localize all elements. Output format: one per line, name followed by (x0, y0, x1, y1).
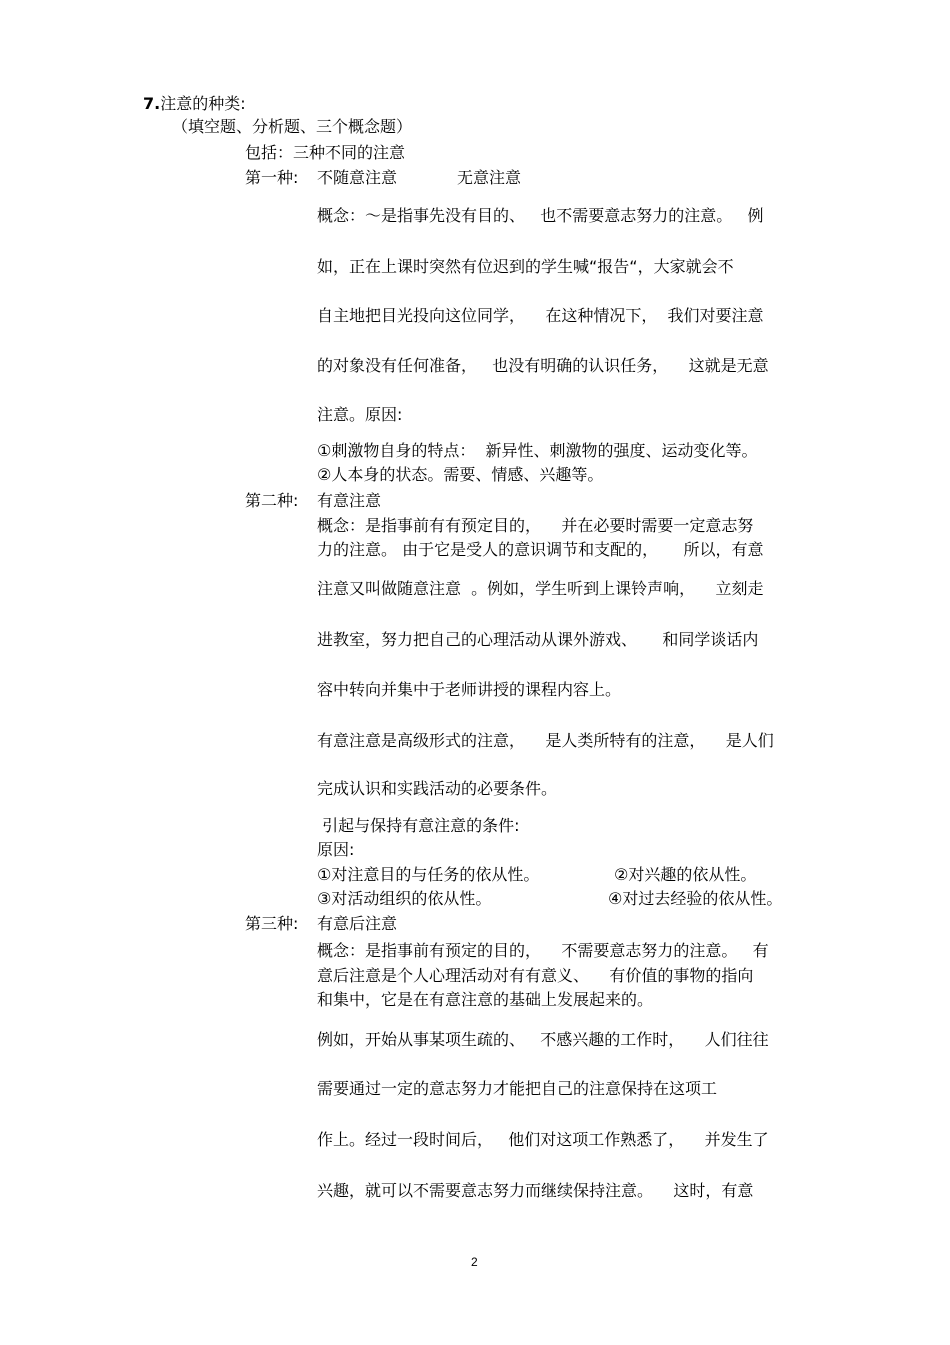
type2-line: 注意又叫做随意注意 。例如，学生听到上课铃声响， 立刻走 (317, 579, 764, 598)
type2-condition: ②对兴趣的依从性。 (614, 865, 757, 884)
type3-line: 需要通过一定的意志努力才能把自己的注意保持在这项工 (317, 1079, 718, 1098)
type1-alt-name: 无意注意 (457, 168, 522, 187)
type1-reason: ②人本身的状态。需要、情感、兴趣等。 (317, 465, 604, 484)
type1-reason: ①刺激物自身的特点： 新异性、刺激物的强度、运动变化等。 (317, 441, 758, 460)
type2-name: 有意注意 (317, 491, 382, 510)
intro-line: 包括：三种不同的注意 (245, 143, 406, 162)
type1-line: 自主地把目光投向这位同学， 在这种情况下， 我们对要注意 (317, 306, 764, 325)
type2-line: 概念：是指事前有有预定目的， 并在必要时需要一定意志努 (317, 516, 754, 535)
type1-name: 不随意注意 (317, 168, 398, 187)
type2-label: 第二种: (245, 491, 299, 510)
question-types-note: （填空题、分析题、三个概念题） (172, 117, 413, 136)
type2-conditions-heading: 引起与保持有意注意的条件: (317, 816, 520, 835)
type1-label: 第一种: (245, 168, 299, 187)
type2-line: 完成认识和实践活动的必要条件。 (317, 779, 558, 798)
type2-line: 力的注意。 由于它是受人的意识调节和支配的， 所以，有意 (317, 540, 764, 559)
type2-line: 容中转向并集中于老师讲授的课程内容上。 (317, 680, 622, 699)
type3-line: 兴趣，就可以不需要意志努力而继续保持注意。 这时，有意 (317, 1181, 754, 1200)
section-heading (143, 94, 246, 114)
type2-condition: ①对注意目的与任务的依从性。 (317, 865, 540, 884)
type1-line: 概念：～是指事先没有目的、 也不需要意志努力的注意。 例 (317, 206, 764, 225)
type1-line: 注意。原因: (317, 405, 403, 424)
section-title: 注意的种类: (160, 94, 246, 113)
type1-line: 的对象没有任何准备， 也没有明确的认识任务， 这就是无意 (317, 356, 769, 375)
type3-line: 概念：是指事前有预定的目的， 不需要意志努力的注意。 有 (317, 941, 769, 960)
type3-line: 和集中，它是在有意注意的基础上发展起来的。 (317, 990, 654, 1009)
type2-reasons-label: 原因: (317, 840, 355, 859)
type2-line: 进教室，努力把自己的心理活动从课外游戏、 和同学谈话内 (317, 630, 759, 649)
type3-line: 意后注意是个人心理活动对有有意义、 有价值的事物的指向 (317, 966, 754, 985)
type3-line: 作上。经过一段时间后， 他们对这项工作熟悉了， 并发生了 (317, 1130, 769, 1149)
type2-condition: ④对过去经验的依从性。 (608, 889, 783, 908)
type3-name: 有意后注意 (317, 914, 398, 933)
type1-line: 如，正在上课时突然有位迟到的学生喊“报告“，大家就会不 (317, 257, 734, 276)
type2-condition: ③对活动组织的依从性。 (317, 889, 492, 908)
type2-line: 有意注意是高级形式的注意， 是人类所特有的注意， 是人们 (317, 731, 774, 750)
page-number: 2 (471, 1255, 478, 1269)
section-number: 7. (143, 94, 161, 113)
type3-label: 第三种: (245, 914, 299, 933)
type3-line: 例如，开始从事某项生疏的、 不感兴趣的工作时， 人们往往 (317, 1030, 769, 1049)
